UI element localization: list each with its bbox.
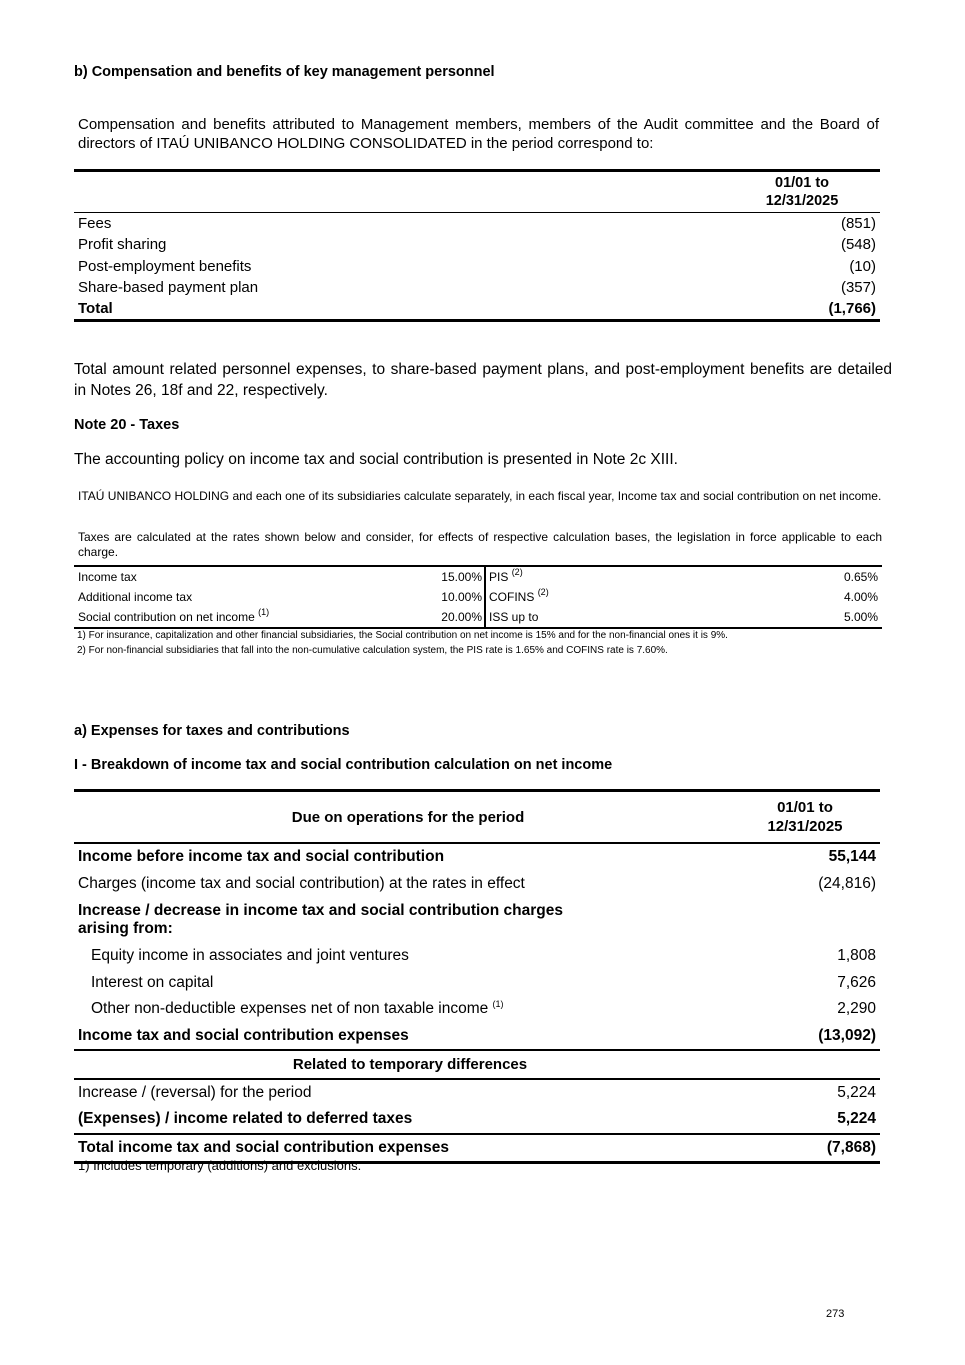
row-label: Other non-deductible expenses net of non taxable income (91, 1000, 489, 1018)
page-number: 273 (826, 1308, 845, 1320)
rate-label: ISS up to (489, 610, 539, 624)
rate-value: 15.00% (418, 567, 485, 587)
row-label: Income tax and social contribution expenses (78, 1026, 409, 1044)
rate-label: Income tax (78, 570, 137, 584)
section-b-intro: Compensation and benefits attributed to Management members, members of the Audit committee and the Board of directors of ITAÚ UNIBANCO HOLDING CONSOLIDATED in the period correspond to: (78, 116, 879, 152)
rate-value: 4.00% (843, 590, 878, 604)
rate-value: 0.65% (843, 570, 878, 584)
table-row (74, 587, 882, 607)
row-label: Increase / decrease in income tax and social contribution charges arising from: (78, 902, 563, 937)
table-row (74, 607, 882, 627)
total-row (74, 298, 880, 319)
income-tax-table (74, 789, 880, 1164)
section-row (74, 1050, 880, 1079)
row-value: (548) (840, 236, 876, 254)
col-header: 12/31/2025 (767, 818, 843, 835)
footnote-ref: (2) (537, 587, 549, 597)
row-label: Related to temporary differences (292, 1055, 528, 1073)
note20-heading: Note 20 - Taxes (74, 417, 180, 433)
rates-footnote-1: 1) For insurance, capitalization and other financial subsidiaries, the Social contribution on net income is 15% and for the non-financial ones it is 9%. (77, 630, 728, 641)
row-value: (357) (840, 279, 876, 297)
row-label: Interest on capital (91, 973, 214, 991)
col-header: 01/01 to (775, 175, 829, 191)
footnote-ref: (1) (492, 999, 504, 1010)
table-row (74, 567, 882, 587)
rate-value: 20.00% (418, 607, 485, 627)
note20-policy: The accounting policy on income tax and social contribution is presented in Note 2c XIII. (74, 451, 678, 468)
rate-value: 5.00% (843, 610, 878, 624)
row-value: 5,224 (837, 1083, 876, 1101)
footnote-ref: (2) (511, 567, 523, 577)
rate-label: PIS (489, 570, 509, 584)
row-value: 55,144 (828, 848, 876, 866)
row-value: (1,766) (828, 300, 876, 318)
section-b-note: Total amount related personnel expenses, to share-based payment plans, and post-employment benefits are detailed in Notes 26, 18f and 22, respectively. (74, 361, 892, 399)
section-a-heading: a) Expenses for taxes and contributions (74, 723, 350, 739)
col-header: 01/01 to (777, 799, 833, 816)
row-value: (10) (849, 257, 876, 275)
row-label: Equity income in associates and joint ventures (91, 947, 409, 965)
row-value: 2,290 (837, 1000, 876, 1018)
table-row (74, 213, 880, 235)
row-label: Increase / (reversal) for the period (78, 1083, 312, 1101)
tax-rates-table (74, 565, 882, 629)
compensation-table (74, 169, 880, 322)
row-label: Charges (income tax and social contribution) at the rates in effect (78, 874, 525, 892)
rate-value: 10.00% (418, 587, 485, 607)
note20-para2: Taxes are calculated at the rates shown below and consider, for effects of respective calculation bases, the legislation in force applicable to each charge. (78, 530, 882, 559)
table-row (74, 943, 880, 970)
row-value: (7,868) (826, 1138, 876, 1156)
table-footnote: 1) Includes temporary (additions) and exclusions. (78, 1158, 362, 1173)
rate-label: COFINS (489, 590, 535, 604)
table-row (74, 1079, 880, 1107)
note20-para1: ITAÚ UNIBANCO HOLDING and each one of its subsidiaries calculate separately, in each fiscal year, Income tax and social contribution on net income. (78, 489, 882, 503)
row-value: (13,092) (818, 1026, 876, 1044)
table-row (74, 277, 880, 298)
table-row (74, 1106, 880, 1134)
row-value: 7,626 (837, 973, 876, 991)
table-row (74, 256, 880, 277)
rate-label: Additional income tax (78, 590, 193, 604)
table-row (74, 234, 880, 255)
section-a-subheading: I - Breakdown of income tax and social contribution calculation on net income (74, 757, 613, 773)
row-label: Total (78, 300, 113, 318)
rate-label: Social contribution on net income (78, 610, 255, 624)
total-row (74, 1134, 880, 1162)
row-value: 5,224 (837, 1110, 876, 1128)
table-row (74, 843, 880, 871)
footnote-ref: (1) (258, 607, 270, 617)
col-header: 12/31/2025 (765, 193, 839, 209)
table-row (74, 1023, 880, 1051)
section-b-heading: b) Compensation and benefits of key management personnel (74, 64, 495, 80)
table-row (74, 970, 880, 997)
row-label: Share-based payment plan (78, 279, 259, 297)
row-label: Income before income tax and social contribution (78, 848, 445, 866)
row-value: 1,808 (837, 947, 876, 965)
table-header-label: Due on operations for the period (291, 808, 525, 826)
row-label: (Expenses) / income related to deferred taxes (78, 1110, 413, 1128)
row-label: Total income tax and social contribution expenses (78, 1138, 449, 1156)
table-row (74, 871, 880, 898)
row-label: Profit sharing (78, 236, 167, 254)
rates-footnote-2: 2) For non-financial subsidiaries that fall into the non-cumulative calculation system, the PIS rate is 1.65% and COFINS rate is 7.60%. (77, 645, 668, 656)
row-value: (851) (840, 215, 876, 233)
row-label: Fees (78, 215, 112, 233)
row-label: Post-employment benefits (78, 257, 252, 275)
table-row (74, 897, 880, 943)
table-row (74, 996, 880, 1023)
row-value: (24,816) (818, 874, 876, 892)
